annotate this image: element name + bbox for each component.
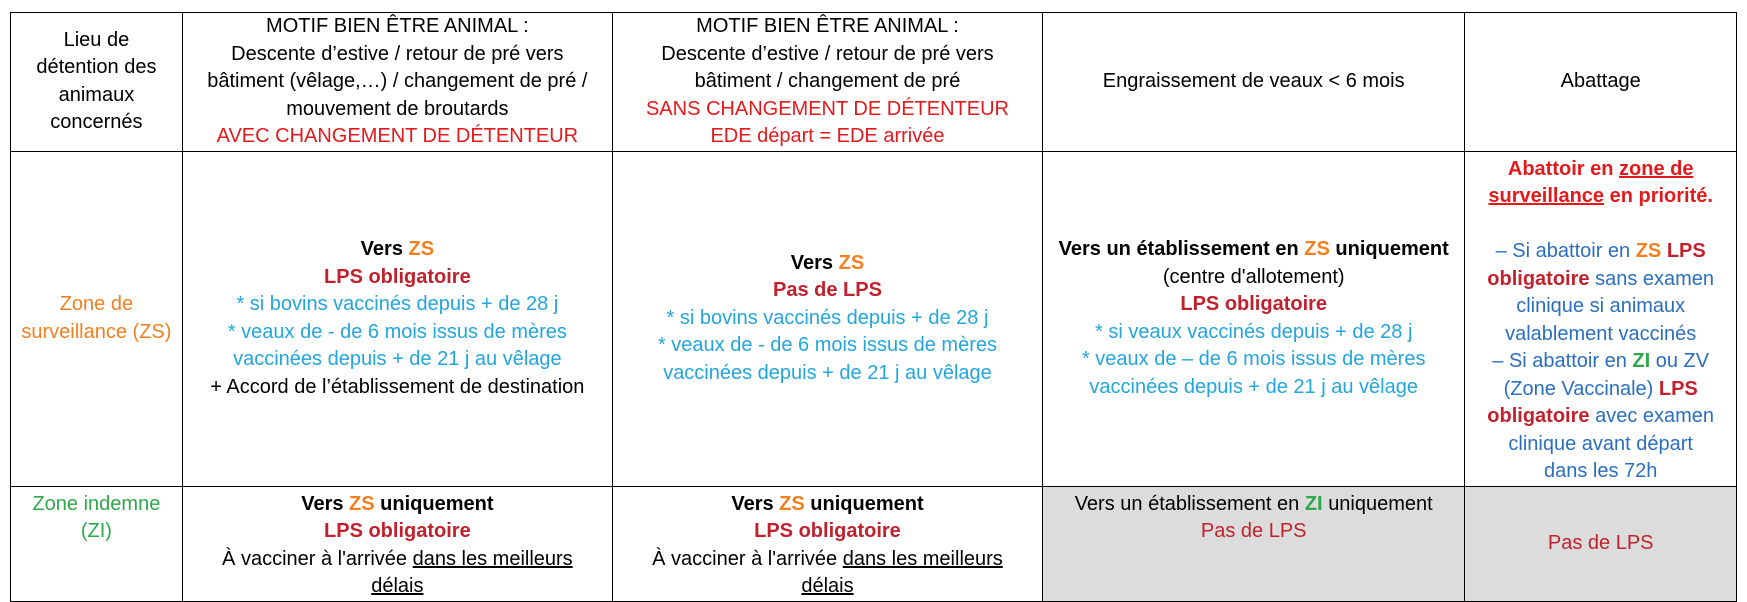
zi-label-line: Zone indemne — [32, 492, 161, 515]
abattoir-underline: zone de — [1619, 157, 1694, 180]
allotement-line: (centre d'allotement) — [1162, 265, 1345, 288]
abattoir-zi-line — [1471, 348, 1730, 376]
zi-abattage-cell: Pas de LPS — [1465, 486, 1737, 601]
lps-status: Pas de LPS — [1200, 520, 1307, 542]
header-row — [11, 13, 1737, 152]
bullet-line: * veaux de – de 6 mois issus de mères — [1081, 348, 1426, 370]
lps-status: LPS obligatoire — [324, 520, 471, 542]
zs-abattage-cell — [1465, 151, 1737, 486]
header-line: mouvement de broutards — [286, 97, 509, 120]
zs-tag: ZS — [1635, 240, 1662, 262]
zs-engraissement-cell — [1043, 151, 1465, 486]
header-line: Descente d’estive / retour de pré vers — [661, 42, 994, 65]
header-title: MOTIF BIEN ÊTRE ANIMAL : — [266, 15, 529, 37]
vers-text: Vers — [731, 492, 774, 515]
vaccination-text: À vacciner à l'arrivée — [222, 547, 408, 570]
abattoir-text: clinique si animaux — [1516, 295, 1686, 317]
zs-label-line: Zone de — [59, 293, 134, 315]
zi-sans-cell — [612, 486, 1042, 601]
vers-text: Vers un établissement en — [1058, 238, 1299, 260]
vers-text: Vers un établissement en — [1074, 492, 1300, 515]
zs-tag: ZS — [408, 238, 435, 260]
vers-text: Vers — [790, 251, 834, 274]
vaccination-underline: délais — [371, 575, 424, 597]
lps-status: LPS obligatoire — [1180, 293, 1328, 315]
bullet-line: vaccinées depuis + de 21 j au vêlage — [663, 361, 992, 384]
zi-tag: ZI — [1304, 492, 1323, 515]
lps-status: LPS obligatoire — [324, 265, 471, 288]
header-flag-ede: EDE départ = EDE arrivée — [710, 125, 945, 147]
zs-label — [11, 151, 183, 486]
zi-label — [11, 486, 183, 601]
zi-tag: ZI — [1632, 350, 1651, 372]
bullet-line: * veaux de - de 6 mois issus de mères — [657, 334, 997, 357]
lps-tag: obligatoire — [1487, 267, 1590, 290]
abattoir-text: dans les 72h — [1543, 460, 1658, 482]
zs-avec-vers — [189, 236, 606, 264]
bullet-line: * si bovins vaccinés depuis + de 28 j — [666, 306, 989, 329]
bullet-line: vaccinées depuis + de 21 j au vêlage — [233, 348, 562, 370]
zs-sans-cell — [612, 151, 1042, 486]
spacer-line — [1471, 211, 1730, 239]
abattoir-text: sans examen — [1595, 267, 1715, 290]
abattoir-line — [1471, 183, 1730, 211]
zs-tag: ZS — [349, 492, 375, 515]
zi-avec-cell — [182, 486, 612, 601]
zs-tag: ZS — [838, 251, 865, 274]
zs-engr-vers — [1049, 236, 1458, 264]
bullet-line: vaccinées depuis + de 21 j au vêlage — [1089, 375, 1418, 398]
header-flag-avec: AVEC CHANGEMENT DE DÉTENTEUR — [216, 125, 579, 147]
zi-row — [11, 486, 1737, 601]
zs-sans-vers — [619, 250, 1036, 278]
zs-row — [11, 151, 1737, 486]
abattoir-text: clinique avant départ — [1508, 432, 1693, 455]
abattoir-line — [1471, 156, 1730, 184]
bullet-line: * si bovins vaccinés depuis + de 28 j — [236, 293, 559, 315]
header-line: bâtiment (vêlage,…) / changement de pré / — [207, 70, 588, 92]
bullet-line: * veaux de - de 6 mois issus de mères — [227, 320, 567, 343]
vaccination-text: À vacciner à l'arrivée — [652, 547, 838, 570]
zi-label-line: (ZI) — [80, 520, 112, 542]
abattoir-text: (Zone Vaccinale) — [1503, 377, 1654, 400]
uniquement-text: uniquement — [1328, 492, 1433, 515]
header-flag-sans: SANS CHANGEMENT DE DÉTENTEUR — [645, 97, 1009, 120]
zs-tag: ZS — [779, 492, 805, 515]
abattoir-zs-line — [1471, 238, 1730, 266]
vaccination-line — [189, 546, 606, 574]
uniquement-text: uniquement — [810, 492, 924, 515]
zi-engraissement-cell — [1043, 486, 1465, 601]
vers-text: Vers — [360, 238, 403, 260]
zi-avec-vers — [189, 491, 606, 519]
header-line: bâtiment / changement de pré — [694, 70, 961, 92]
vaccination-line — [619, 546, 1036, 574]
accord-line: + Accord de l’établissement de destination — [210, 375, 585, 398]
lps-status: Pas de LPS — [773, 279, 882, 302]
zs-label-line: surveillance (ZS) — [21, 320, 172, 343]
abattoir-zi-line — [1471, 376, 1730, 404]
zs-tag: ZS — [1304, 238, 1330, 260]
abattoir-text: ou ZV — [1655, 350, 1710, 372]
lps-status: LPS obligatoire — [754, 520, 901, 542]
lps-tag: obligatoire — [1487, 405, 1590, 427]
rules-table — [10, 12, 1737, 602]
zs-avec-cell — [182, 151, 612, 486]
abattoir-text: valablement vaccinés — [1505, 322, 1697, 345]
abattoir-text: avec examen — [1595, 405, 1715, 427]
header-engraissement: Engraissement de veaux < 6 mois — [1043, 13, 1465, 152]
uniquement-text: uniquement — [1335, 238, 1449, 260]
abattoir-text: Abattoir en — [1507, 157, 1614, 180]
abattoir-text: – Si abattoir en — [1495, 240, 1631, 262]
header-lieu-line: détention des — [36, 56, 157, 79]
header-lieu — [11, 13, 183, 152]
lps-tag: LPS — [1658, 377, 1698, 400]
abattoir-zs-line — [1471, 266, 1730, 294]
abattoir-zi-line — [1471, 403, 1730, 431]
bullet-line: * si veaux vaccinés depuis + de 28 j — [1094, 320, 1413, 343]
header-sans-changement — [612, 13, 1042, 152]
zi-engr-vers — [1049, 491, 1458, 519]
abattoir-underline: surveillance — [1488, 185, 1605, 207]
header-lieu-line: Lieu de — [63, 28, 130, 51]
vaccination-underline: dans les meilleurs — [842, 547, 1003, 570]
header-title: MOTIF BIEN ÊTRE ANIMAL : — [696, 15, 959, 37]
header-avec-changement — [182, 13, 612, 152]
header-abattage: Abattage — [1465, 13, 1737, 152]
zi-sans-vers — [619, 491, 1036, 519]
lps-tag: LPS — [1666, 240, 1706, 262]
uniquement-text: uniquement — [380, 492, 494, 515]
header-lieu-line: animaux — [58, 83, 135, 106]
abattoir-text: en priorité. — [1609, 185, 1713, 207]
abattoir-text: – Si abattoir en — [1492, 350, 1627, 372]
header-lieu-line: concernés — [50, 111, 143, 134]
vers-text: Vers — [301, 492, 344, 515]
header-line: Descente d’estive / retour de pré vers — [231, 42, 564, 65]
vaccination-underline: dans les meilleurs — [412, 547, 573, 570]
vaccination-underline: délais — [801, 575, 854, 597]
